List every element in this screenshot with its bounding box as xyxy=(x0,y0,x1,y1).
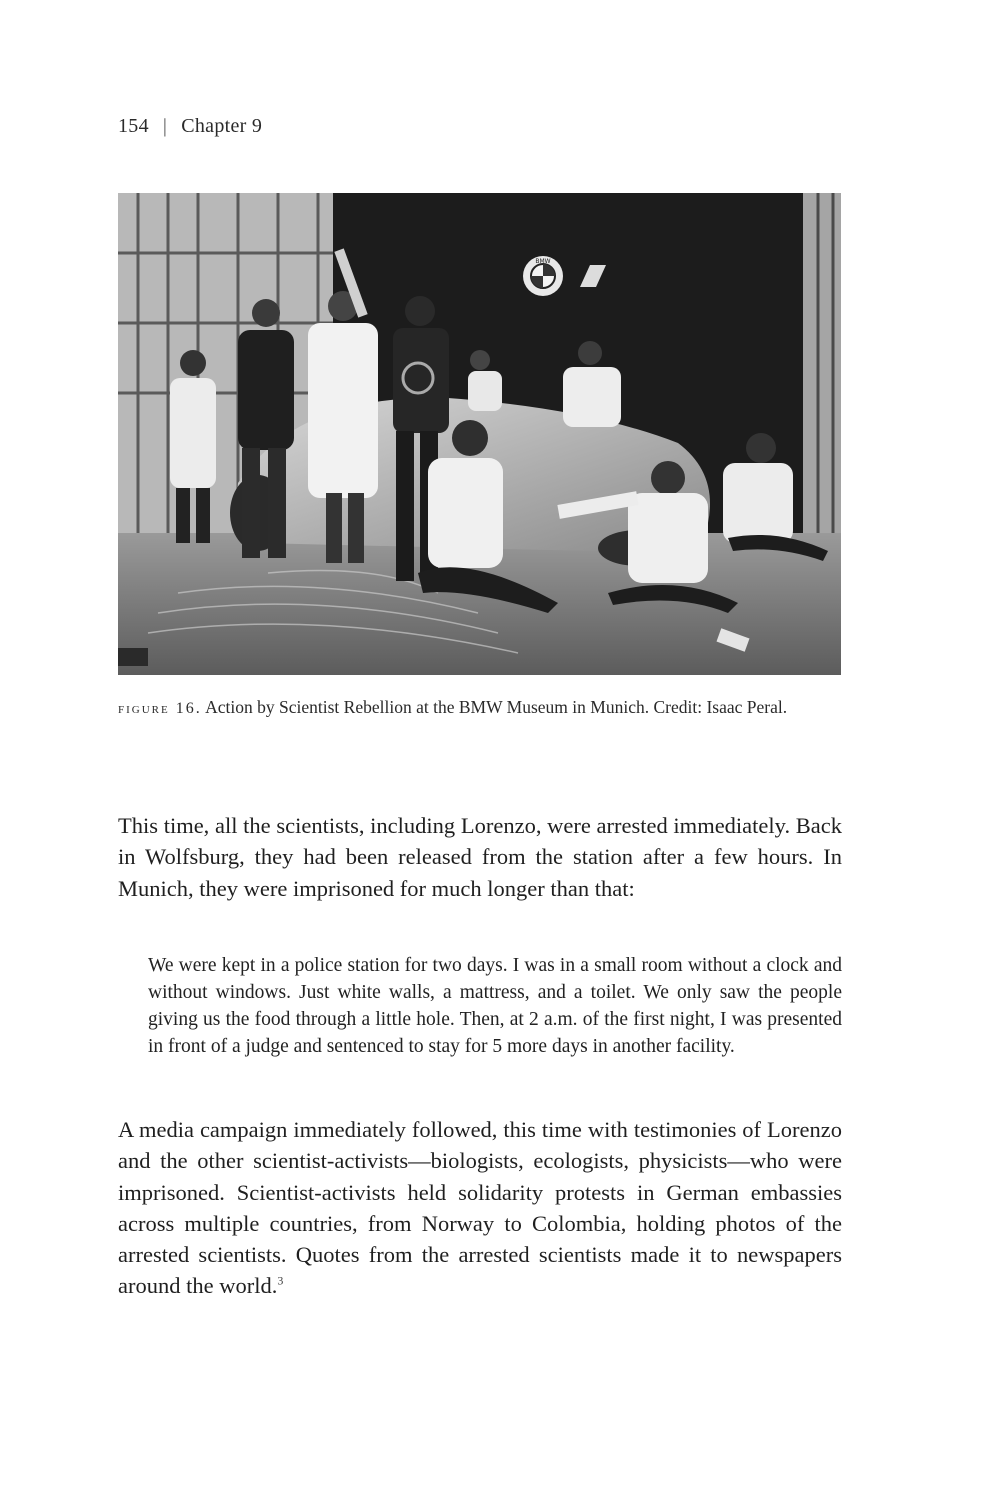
footnote-marker[interactable]: 3 xyxy=(277,1273,284,1288)
figure-photo xyxy=(118,193,841,675)
chapter-title: Chapter 9 xyxy=(181,115,263,137)
block-quote: We were kept in a police station for two days. I was in a small room without a clock and without windows. Just white walls, a mattress, and a toilet. We only saw the people giving us the food through a little hole. Then, at 2 a.m. of the first night, I was presented in front of a judge and sentenced to stay for 5 more days in another facility. xyxy=(148,955,842,1057)
page-number: 154 xyxy=(118,115,149,137)
paragraph-2 xyxy=(118,1114,842,1302)
figure-caption-label: figure 16. xyxy=(118,700,202,717)
svg-text:BMW: BMW xyxy=(535,258,551,265)
figure-caption-text: Action by Scientist Rebellion at the BMW Museum in Munich. Credit: Isaac Peral. xyxy=(201,697,788,717)
paragraph-2-text: A media campaign immediately followed, this time with testimonies of Lorenzo and the other scientist-activists—biologists, ecologists, physicists—who were imprisoned. Scientist-activists held solidarity protests in German embassies across multiple countries, from Norway to Colombia, holding photos of the arrested scientists. Quotes from the arrested scientists made it to newspapers around the world. xyxy=(118,1117,842,1299)
running-head xyxy=(118,115,262,138)
paragraph-1: This time, all the scientists, including Lorenzo, were arrested immediately. Back in Wolfsburg, they had been released from the station after a few hours. In Munich, they were imprisoned for much longer than that: xyxy=(118,813,842,901)
header-separator: | xyxy=(162,115,168,137)
figure-caption xyxy=(118,696,844,720)
protest-photo xyxy=(118,193,841,675)
